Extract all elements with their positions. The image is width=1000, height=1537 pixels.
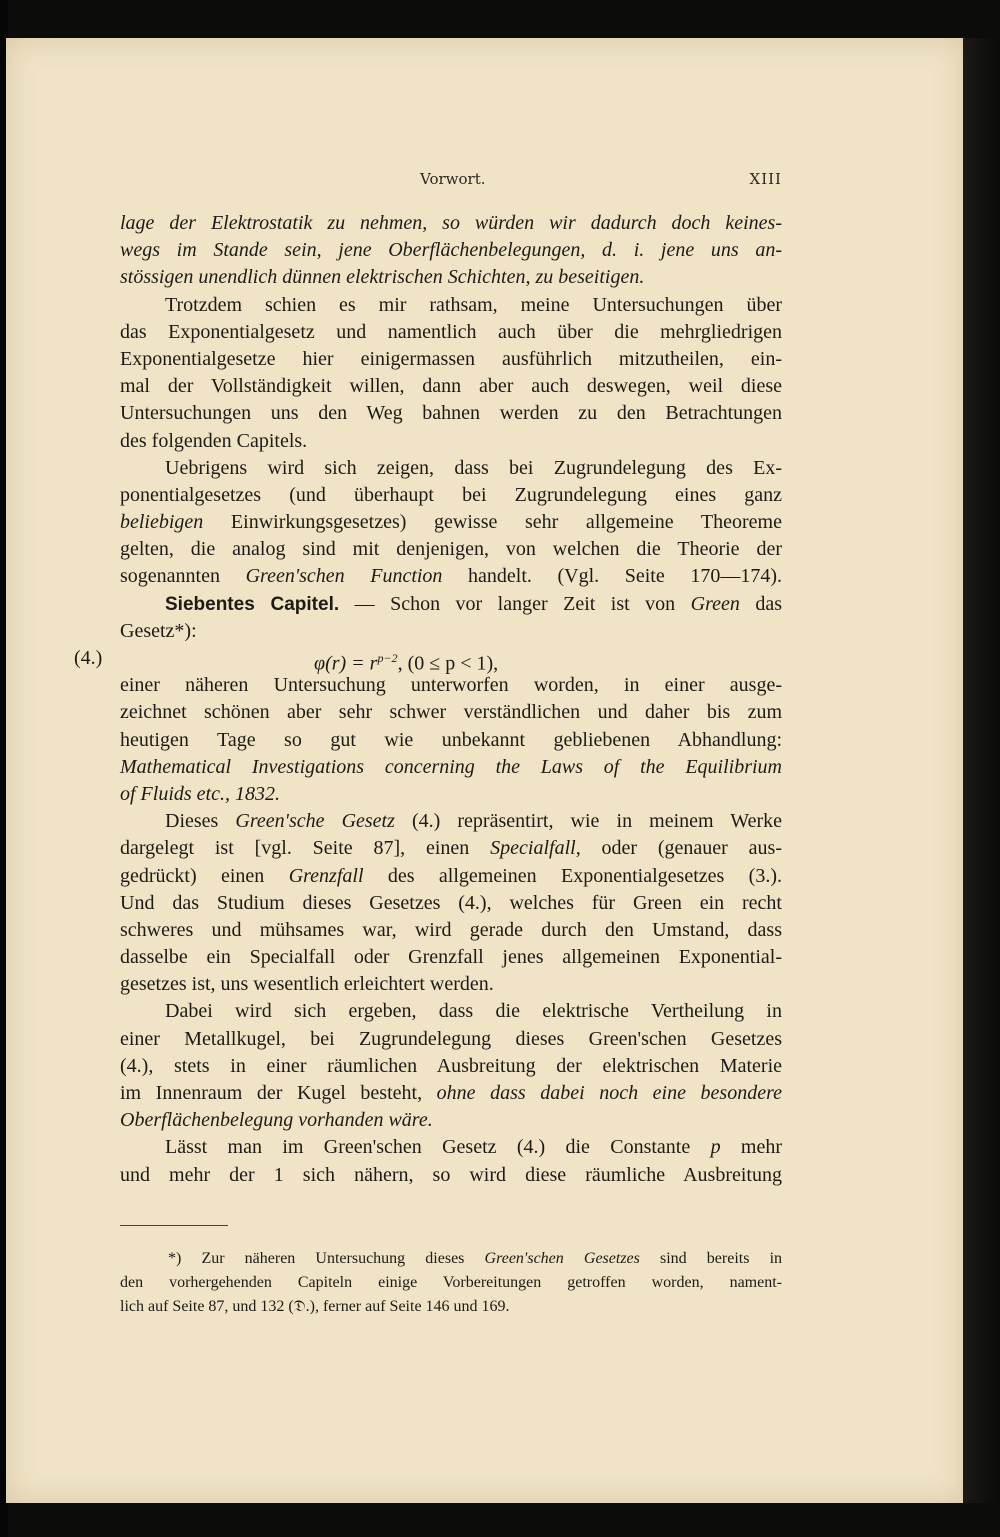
p8-line-1 bbox=[120, 1134, 782, 1161]
p2-line-6: des folgenden Capitels. bbox=[120, 429, 308, 452]
p3-line-5-a: sogenannten bbox=[120, 565, 246, 588]
p3-line-3-rest: Einwirkungsgesetzes) gewisse sehr allgemeine Theoreme bbox=[203, 511, 782, 534]
p6-line-1 bbox=[120, 808, 782, 835]
p4-line-1-italic: Green bbox=[690, 592, 740, 615]
p3-line-3-italic: beliebigen bbox=[120, 511, 204, 534]
equation-4 bbox=[74, 645, 782, 675]
p5-line-3: heutigen Tage so gut wie unbekannt gebliebenen Abhandlung: bbox=[120, 728, 782, 751]
header-title: Vorwort. bbox=[420, 170, 486, 188]
footnote-line-3: lich auf Seite 87, und 132 (𝔇.), ferner auf Seite 146 und 169. bbox=[120, 1298, 510, 1315]
equation-exponent: p−2 bbox=[377, 651, 398, 665]
p3-line-2: ponentialgesetzes (und überhaupt bei Zugrundelegung eines ganz bbox=[120, 483, 782, 506]
p8-line-1-italic: p bbox=[710, 1136, 721, 1159]
p2-line-4: mal der Vollständigkeit willen, dann aber auch deswegen, weil diese bbox=[120, 375, 782, 398]
p4-line-1 bbox=[120, 591, 782, 618]
p6-line-1-a: Dieses bbox=[165, 810, 236, 833]
p3-line-3 bbox=[120, 509, 782, 536]
p6-line-3-italic: Grenzfall bbox=[288, 864, 364, 887]
p6-line-4: Und das Studium dieses Gesetzes (4.), welches für Green ein recht bbox=[120, 891, 782, 914]
p3-line-5-italic: Green'schen Function bbox=[245, 565, 443, 588]
equation-condition: , (0 ≤ p < 1), bbox=[397, 652, 499, 675]
p6-line-3-a: gedrückt) einen bbox=[120, 864, 289, 887]
p3-line-5 bbox=[120, 563, 782, 590]
footnote-line-2: den vorhergehenden Capiteln einige Vorbereitungen getroffen worden, nament- bbox=[120, 1274, 782, 1291]
p7-line-2: einer Metallkugel, bei Zugrundelegung dieses Green'schen Gesetzes bbox=[120, 1027, 782, 1050]
p6-line-3 bbox=[120, 863, 782, 890]
p7-line-4 bbox=[120, 1080, 782, 1107]
p1-line-3: stössigen unendlich dünnen elektrischen Schichten, zu beseitigen. bbox=[120, 266, 645, 289]
p6-line-1-italic: Green'sche Gesetz bbox=[235, 810, 395, 833]
p2-line-1: Trotzdem schien es mir rathsam, meine Untersuchungen über bbox=[165, 293, 782, 316]
p5-line-5: of Fluids etc., 1832. bbox=[120, 782, 280, 805]
p4-line-1-a: — Schon vor langer Zeit ist von bbox=[339, 592, 691, 615]
p6-line-2-italic: Specialfall bbox=[490, 837, 576, 860]
p8-line-1-a: Lässt man im Green'schen Gesetz (4.) die Constante bbox=[165, 1136, 711, 1159]
p6-line-5: schweres und mühsames war, wird gerade durch den Umstand, dass bbox=[120, 918, 782, 941]
p5-line-2: zeichnet schönen aber sehr schwer verständlichen und daher bis zum bbox=[120, 701, 782, 724]
p1-line-1: lage der Elektrostatik zu nehmen, so würden wir dadurch doch keines- bbox=[120, 212, 782, 234]
p7-line-3: (4.), stets in einer räumlichen Ausbreitung der elektrischen Materie bbox=[120, 1054, 782, 1077]
p6-line-2 bbox=[120, 835, 782, 862]
footnote bbox=[120, 1247, 782, 1319]
p4-line-2: Gesetz*): bbox=[120, 619, 197, 642]
p6-line-1-b: (4.) repräsentirt, wie in meinem Werke bbox=[394, 810, 782, 833]
p3-line-4: gelten, die analog sind mit denjenigen, von welchen die Theorie der bbox=[120, 538, 782, 561]
p6-line-7: gesetzes ist, uns wesentlich erleichtert werden. bbox=[120, 973, 494, 996]
footnote-rule bbox=[120, 1225, 228, 1226]
p3-line-5-b: handelt. (Vgl. Seite 170—174). bbox=[442, 565, 782, 588]
running-header bbox=[420, 170, 782, 194]
p6-line-2-a: dargelegt ist [vgl. Seite 87], einen bbox=[120, 837, 491, 860]
equation-phi: φ(r) = r bbox=[314, 652, 378, 675]
page-number: XIII bbox=[749, 170, 782, 188]
footnote-line-1 bbox=[120, 1247, 782, 1271]
p2-line-3: Exponentialgesetze hier einigermassen ausführlich mitzutheilen, ein- bbox=[120, 347, 782, 370]
p5-line-1: einer näheren Untersuchung unterworfen worden, in einer ausge- bbox=[120, 674, 782, 697]
equation-number: (4.) bbox=[74, 647, 103, 669]
p6-line-3-b: des allgemeinen Exponentialgesetzes (3.). bbox=[363, 864, 782, 887]
p6-line-6: dasselbe ein Specialfall oder Grenzfall jenes allgemeinen Exponential- bbox=[120, 946, 782, 969]
p7-line-5: Oberflächenbelegung vorhanden wäre. bbox=[120, 1109, 433, 1132]
footnote-line-1-a: *) Zur näheren Untersuchung dieses bbox=[168, 1250, 485, 1267]
book-gutter bbox=[963, 38, 1000, 1503]
p8-line-1-b: mehr bbox=[720, 1136, 783, 1159]
p8-line-2: und mehr der 1 sich nähern, so wird diese räumliche Ausbreitung bbox=[120, 1163, 782, 1186]
body-text bbox=[74, 210, 783, 1189]
p3-line-1: Uebrigens wird sich zeigen, dass bei Zugrundelegung des Ex- bbox=[165, 456, 782, 479]
p1-line-2: wegs im Stande sein, jene Oberflächenbelegungen, d. i. jene uns an- bbox=[120, 239, 782, 262]
equation-formula bbox=[314, 645, 498, 678]
p7-line-4-a: im Innenraum der Kugel besteht, bbox=[120, 1082, 437, 1104]
p2-line-2: das Exponentialgesetz und namentlich auch über die mehrgliedrigen bbox=[120, 320, 782, 343]
p7-line-4-italic: ohne dass dabei noch eine besondere bbox=[436, 1082, 782, 1104]
section-heading: Siebentes Capitel. bbox=[165, 593, 340, 615]
p5-line-4: Mathematical Investigations concerning the Laws of the Equilibrium bbox=[120, 755, 782, 778]
p7-line-1: Dabei wird sich ergeben, dass die elektrische Vertheilung in bbox=[165, 1000, 782, 1023]
p4-line-1-b: das bbox=[739, 592, 783, 615]
p6-line-2-b: , oder (genauer aus- bbox=[575, 837, 783, 860]
p2-line-5: Untersuchungen uns den Weg bahnen werden zu den Betrachtungen bbox=[120, 402, 782, 425]
footnote-line-1-italic: Green'schen Gesetzes bbox=[484, 1250, 640, 1267]
footnote-line-1-b: sind bereits in bbox=[639, 1250, 783, 1267]
